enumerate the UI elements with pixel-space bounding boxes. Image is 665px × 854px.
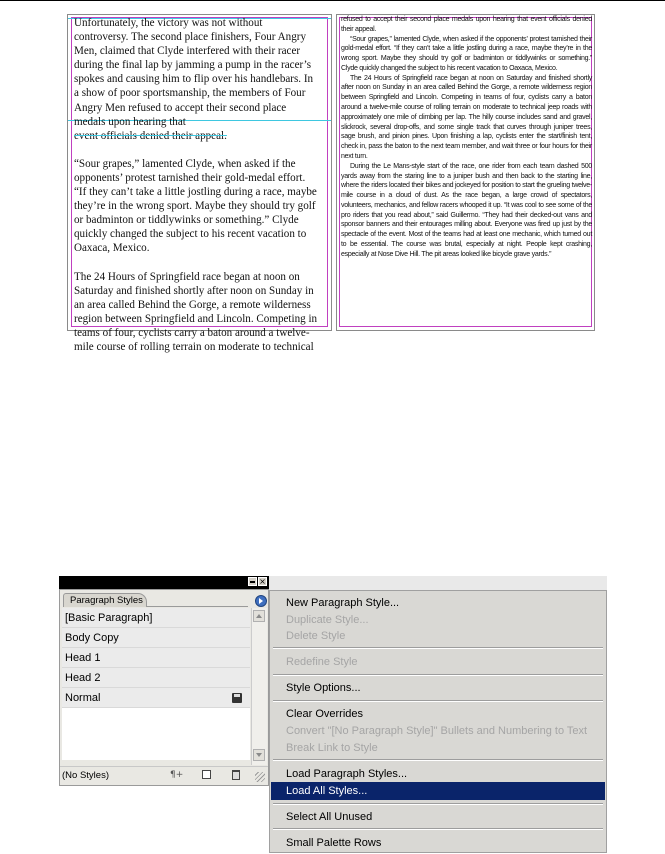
document-page-left <box>67 14 332 353</box>
menu-item-select-all-unused[interactable]: Select All Unused <box>286 811 373 823</box>
document-page-right <box>336 14 595 331</box>
text-frame-left[interactable] <box>74 16 319 354</box>
menu-separator <box>273 674 603 676</box>
disk-icon <box>232 693 242 703</box>
style-item-head-2[interactable] <box>62 668 250 688</box>
text-frame-right[interactable] <box>341 15 592 260</box>
style-item-label: Head 2 <box>65 672 101 684</box>
top-rule <box>0 0 665 1</box>
new-style-icon[interactable] <box>202 770 211 779</box>
menu-item-style-options[interactable]: Style Options... <box>286 682 361 694</box>
style-item-label: Head 1 <box>65 652 101 664</box>
scrollbar[interactable] <box>251 608 267 765</box>
style-item-body-copy[interactable] <box>62 628 250 648</box>
tab-paragraph-styles[interactable]: Paragraph Styles <box>63 593 147 607</box>
style-list <box>62 608 250 760</box>
menu-backdrop <box>269 576 607 590</box>
menu-item-clear-overrides[interactable]: Clear Overrides <box>286 708 364 720</box>
paragraph: Unfortunately, the victory was not without controversy. The second place finishers, Four Angry Men, claimed that Clyde interfered with their racer during the final lap by jamming a pump in the racer’s spokes and causing him to flip over his handlebars. In a show of poor sportsmanship, the members of Four Angry Men refused to accept their second place medals upon hearing that <box>74 17 314 128</box>
paragraph: The 24 Hours of Springfield race began at noon on Saturday and finished shortly after noon on Sunday in an area called Behind the Gorge, a remote wilderness region between Springfield and Lincoln. Competing in teams of four, cyclists carry a baton around a twelve-mile course of rolling terrain on moderate to technical <box>74 270 318 353</box>
menu-item-new-paragraph-style[interactable]: New Paragraph Style... <box>286 597 400 609</box>
panel-menu-button[interactable] <box>255 595 267 607</box>
menu-separator <box>273 759 603 761</box>
style-item-label: Normal <box>65 692 101 704</box>
menu-separator <box>273 828 603 830</box>
minimize-button[interactable] <box>248 577 257 586</box>
paragraph: The 24 Hours of Springfield race began at noon on Saturday and finished shortly after noon on Sunday in an area called Behind the Gorge, a remote wilderness region between Springfield and Lincoln. Competing in teams of four, cyclists carry a baton around a twelve-mile course of rolling terrain on moderate to technical jeep roads with approximately one mile of climbing per lap. The hilly course includes sand and gravel, slickrock, several drop-offs, and some single track that curves through juniper trees, sage brush, and pinion pines. Upon finishing a lap, cyclists enter the start/finish tent, check in, pass the baton to the next team member, and wait three or four hours for their next turn. <box>341 74 592 160</box>
close-button[interactable]: × <box>259 577 266 586</box>
resize-grip-icon[interactable] <box>255 772 265 782</box>
style-item-head-1[interactable] <box>62 648 250 668</box>
paragraph: “Sour grapes,” lamented Clyde, when asked if the opponents’ protest tarnished their gold-medal effort. “If they can’t take a little jostling during a race, maybe they’re in the wrong sport. Maybe they should try golf or badminton or tiddlywinks or something.” Clyde quickly changed the subject to his recent vacation to Oaxaca, Mexico. <box>341 35 592 72</box>
menu-separator <box>273 700 603 702</box>
trash-icon[interactable] <box>232 770 240 780</box>
menu-item-load-paragraph-styles[interactable]: Load Paragraph Styles... <box>286 768 408 780</box>
panel-title-bar[interactable] <box>59 576 269 589</box>
scroll-down-icon[interactable] <box>253 749 265 761</box>
menu-item-redefine-style[interactable]: Redefine Style <box>286 656 358 668</box>
style-group-label: (No Styles) <box>62 770 109 781</box>
menu-item-duplicate-style[interactable]: Duplicate Style... <box>286 614 369 626</box>
menu-item-break-link[interactable]: Break Link to Style <box>286 742 378 754</box>
panel-flyout-menu <box>269 590 607 853</box>
paragraph: refused to accept their second place medals upon hearing that event officials denied their appeal. <box>341 16 592 33</box>
scroll-up-icon[interactable] <box>253 610 265 622</box>
menu-separator <box>273 647 603 649</box>
style-item-basic-paragraph[interactable] <box>62 608 250 628</box>
menu-item-small-palette-rows[interactable]: Small Palette Rows <box>286 837 382 849</box>
style-item-label: [Basic Paragraph] <box>65 612 153 624</box>
menu-separator <box>273 803 603 805</box>
style-item-normal[interactable] <box>62 688 250 708</box>
menu-item-load-all-styles[interactable]: Load All Styles... <box>271 782 605 800</box>
pilcrow-icon[interactable]: ¶+ <box>170 770 184 780</box>
menu-item-delete-style[interactable]: Delete Style <box>286 630 346 642</box>
menu-item-convert-bullets[interactable]: Convert "[No Paragraph Style]" Bullets and Numbering to Text <box>286 725 588 737</box>
panel-footer <box>60 766 268 786</box>
paragraph-styles-panel <box>59 589 269 786</box>
paragraph: “Sour grapes,” lamented Clyde, when asked if the opponents’ protest tarnished their gold-medal effort. “If they can’t take a little jostling during a race, maybe they’re in the wrong sport. Maybe they should try golf or badminton or tiddlywinks or something.” Clyde quickly changed the subject to his recent vacation to Oaxaca, Mexico. <box>74 157 317 255</box>
paragraph: During the Le Mans-style start of the race, one rider from each team dashed 500 yards away from the staring line to a juniper bush and then back to the starting line, where the riders located their bikes and jockeyed for position to start the grueling twelve-mile course in a cloud of dust. As the race began, a large crowd of spectators, volunteers, mechanics, and fellow racers whooped it up. “It was cool to see some of the pro riders that you read about,” said Guillermo. “They had their decked-out vans and sponsor banners and their entourages milling about. Everyone was fired up just by the spectacle of the event. Most of the teams had at least one mechanic, which turned out to be essential. The course was brutal, especially at night. People kept crashing, especially at Nose Dive Hill. The pit areas looked like bicycle grave yards.” <box>341 162 592 258</box>
paragraph-overset-line: event officials denied their appeal. <box>74 129 227 142</box>
style-item-label: Body Copy <box>65 632 119 644</box>
